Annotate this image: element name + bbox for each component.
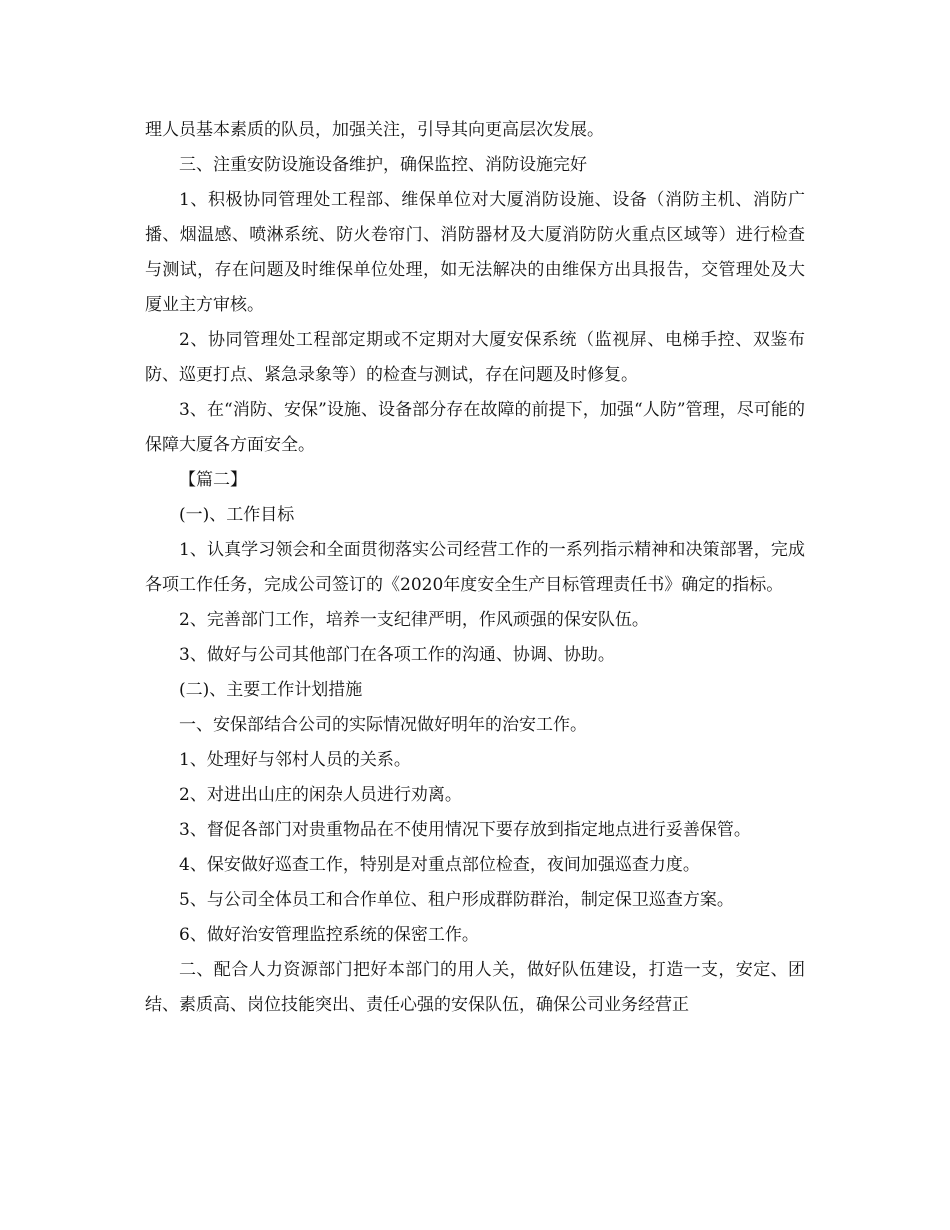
paragraph-plan-item-3: 3、督促各部门对贵重物品在不使用情况下要存放到指定地点进行妥善保管。: [179, 820, 751, 840]
paragraph-plan-item-6: 6、做好治安管理监控系统的保密工作。: [179, 925, 479, 945]
document-body: [145, 113, 805, 1023]
paragraph-plan-section-one: 一、安保部结合公司的实际情况做好明年的治安工作。: [179, 715, 587, 735]
paragraph-plan-item-2: 2、对进出山庄的闲杂人员进行劝离。: [179, 785, 462, 805]
paragraph-plan-item-4: 4、保安做好巡查工作，特别是对重点部位检查，夜间加强巡查力度。: [179, 855, 700, 875]
paragraph-continuation: 理人员基本素质的队员，加强关注，引导其向更高层次发展。: [145, 120, 604, 140]
heading-work-goals: (一)、工作目标: [179, 505, 295, 525]
paragraph-item-3: 3、在“消防、安保”设施、设备部分存在故障的前提下，加强“人防”管理，尽可能的保障大厦各方面安全。: [145, 400, 805, 455]
paragraph-item-1: 1、积极协同管理处工程部、维保单位对大厦消防设施、设备（消防主机、消防广播、烟温感、喷淋系统、防火卷帘门、消防器材及大厦消防防火重点区域等）进行检查与测试，存在问题及时维保单位处理，如无法解决的由维保方出具报告，交管理处及大厦业主方审核。: [145, 190, 805, 315]
heading-section-three: 三、注重安防设施设备维护，确保监控、消防设施完好: [179, 155, 587, 175]
paragraph-goal-1: 1、认真学习领会和全面贯彻落实公司经营工作的一系列指示精神和决策部署，完成各项工作任务，完成公司签订的《2020年度安全生产目标管理责任书》确定的指标。: [145, 540, 805, 595]
paragraph-goal-3: 3、做好与公司其他部门在各项工作的沟通、协调、协助。: [179, 645, 615, 665]
paragraph-goal-2: 2、完善部门工作，培养一支纪律严明，作风顽强的保安队伍。: [179, 610, 649, 630]
heading-part-two: 【篇二】: [179, 470, 247, 490]
paragraph-plan-item-1: 1、处理好与邻村人员的关系。: [179, 750, 411, 770]
heading-work-plan: (二)、主要工作计划措施: [179, 680, 363, 700]
paragraph-plan-section-two: 二、配合人力资源部门把好本部门的用人关，做好队伍建设，打造一支，安定、团结、素质高、岗位技能突出、责任心强的安保队伍，确保公司业务经营正: [145, 960, 805, 1015]
paragraph-plan-item-5: 5、与公司全体员工和合作单位、租户形成群防群治，制定保卫巡查方案。: [179, 890, 734, 910]
paragraph-item-2: 2、协同管理处工程部定期或不定期对大厦安保系统（监视屏、电梯手控、双鉴布防、巡更打点、紧急录象等）的检查与测试，存在问题及时修复。: [145, 330, 805, 385]
